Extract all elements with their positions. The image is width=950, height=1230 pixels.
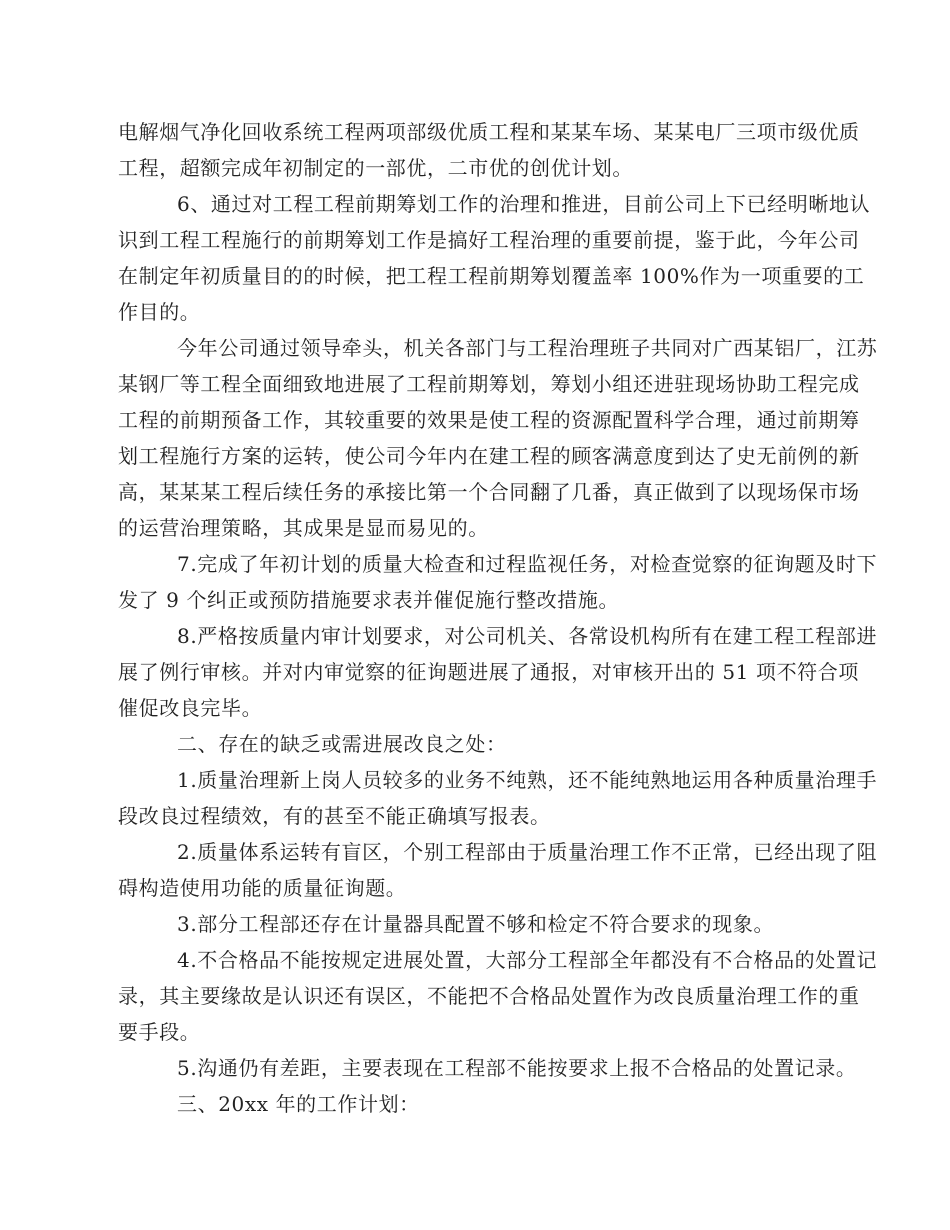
text-line: 5.沟通仍有差距，主要表现在工程部不能按要求上报不合格品的处置记录。	[177, 1056, 857, 1080]
text-line: 工程，超额完成年初制定的一部优，二市优的创优计划。	[118, 156, 633, 180]
text-line: 7.完成了年初计划的质量大检查和过程监视任务，对检查觉察的征询题及时下	[177, 552, 878, 576]
text-line: 8.严格按质量内审计划要求，对公司机关、各常设机构所有在建工程工程部进	[177, 624, 878, 648]
text-line: 工程的前期预备工作，其较重要的效果是使工程的资源配置科学合理，通过前期筹	[118, 408, 860, 432]
text-line: 识到工程工程施行的前期筹划工作是搞好工程治理的重要前提，鉴于此，今年公司	[118, 228, 860, 252]
text-line: 段改良过程绩效，有的甚至不能正确填写报表。	[118, 804, 551, 828]
text-line: 发了 9 个纠正或预防措施要求表并催促施行整改措施。	[118, 588, 620, 612]
text-line: 某钢厂等工程全面细致地进展了工程前期筹划，筹划小组还进驻现场协助工程完成	[118, 372, 860, 396]
text-line: 3.部分工程部还存在计量器具配置不够和检定不符合要求的现象。	[177, 912, 775, 936]
text-line: 展了例行审核。并对内审觉察的征询题进展了通报，对审核开出的 51 项不符合项	[118, 660, 859, 684]
text-line: 6、通过对工程工程前期筹划工作的治理和推进，目前公司上下已经明晰地认	[177, 192, 871, 216]
text-line: 的运营治理策略，其成果是显而易见的。	[118, 516, 489, 540]
text-line: 高，某某某工程后续任务的承接比第一个合同翻了几番，真正做到了以现场保市场	[118, 480, 860, 504]
text-line: 今年公司通过领导牵头，机关各部门与工程治理班子共同对广西某铝厂，江苏	[177, 336, 878, 360]
text-line: 作目的。	[118, 300, 201, 324]
section-heading: 二、存在的缺乏或需进展改良之处：	[177, 732, 507, 756]
text-line: 碍构造使用功能的质量征询题。	[118, 876, 407, 900]
text-line: 电解烟气净化回收系统工程两项部级优质工程和某某车场、某某电厂三项市级优质	[118, 120, 860, 144]
section-heading: 三、20xx 年的工作计划：	[177, 1092, 420, 1116]
text-line: 1.质量治理新上岗人员较多的业务不纯熟，还不能纯熟地运用各种质量治理手	[177, 768, 878, 792]
text-line: 2.质量体系运转有盲区，个别工程部由于质量治理工作不正常，已经出现了阻	[177, 840, 878, 864]
text-line: 在制定年初质量目的的时候，把工程工程前期筹划覆盖率 100%作为一项重要的工	[118, 264, 865, 288]
text-line: 要手段。	[118, 1020, 201, 1044]
text-line: 划工程施行方案的运转，使公司今年内在建工程的顾客满意度到达了史无前例的新	[118, 444, 860, 468]
text-line: 录，其主要缘故是认识还有误区，不能把不合格品处置作为改良质量治理工作的重	[118, 984, 860, 1008]
text-line: 4.不合格品不能按规定进展处置，大部分工程部全年都没有不合格品的处置记	[177, 948, 878, 972]
text-line: 催促改良完毕。	[118, 696, 263, 720]
